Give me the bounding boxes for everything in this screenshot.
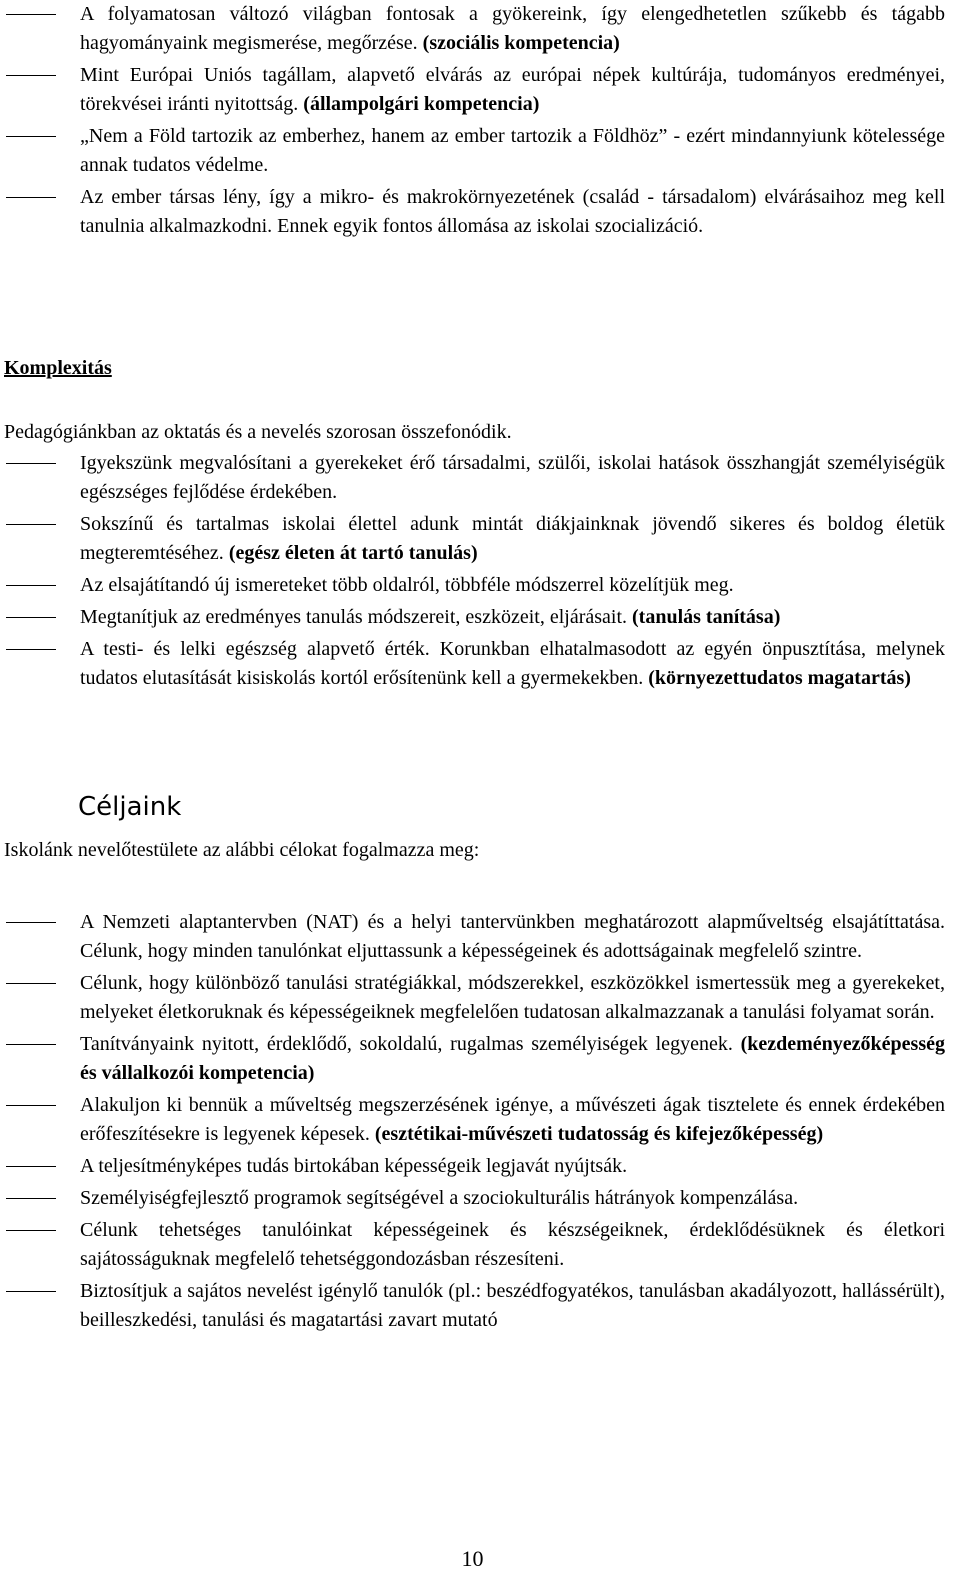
item-text: Alakuljon ki bennük a műveltség megszerzésének igénye, a művészeti ágak tisztelete és ennek érdekében erőfeszítésekre is legyenek képesek. — [80, 1094, 945, 1145]
list-item — [0, 908, 960, 966]
item-text: Az ember társas lény, így a mikro- és makrokörnyezetének (család - társadalom) elvárásaihoz meg kell tanulnia alkalmazkodni. Ennek egyik fontos állomása az iskolai szocializáció. — [80, 186, 945, 237]
dash-bullet-icon — [6, 1166, 56, 1167]
dash-bullet-icon — [6, 524, 56, 525]
list-item — [0, 603, 960, 632]
item-competency: (környezettudatos magatartás) — [648, 667, 911, 689]
list-item — [0, 571, 960, 600]
list-item — [0, 969, 960, 1027]
list-item — [0, 61, 960, 119]
komplexitas-intro: Pedagógiánkban az oktatás és a nevelés szorosan összefonódik. — [4, 421, 512, 443]
page-number: 10 — [461, 1546, 484, 1571]
list-item — [0, 183, 960, 241]
dash-bullet-icon — [6, 1105, 56, 1106]
list-item — [0, 449, 960, 507]
item-text: Tanítványaink nyitott, érdeklődő, sokoldalú, rugalmas személyiségek legyenek. — [80, 1033, 741, 1055]
item-competency: (esztétikai-művészeti tudatosság és kifejezőképesség) — [374, 1123, 824, 1145]
bullet-list-complexity — [0, 449, 960, 696]
dash-bullet-icon — [6, 1044, 56, 1045]
item-competency: (egész életen át tartó tanulás) — [228, 542, 478, 564]
bullet-list-goals — [0, 908, 960, 1338]
item-competency: (kezdeményezőképesség és vállalkozói kompetencia) — [80, 1033, 945, 1084]
dash-bullet-icon — [6, 649, 56, 650]
item-text: A teljesítményképes tudás birtokában képességeik legjavát nyújtsák. — [80, 1155, 628, 1177]
list-item — [0, 1184, 960, 1213]
list-item — [0, 122, 960, 180]
komplexitas-heading: Komplexitás — [4, 357, 112, 379]
item-competency: (szociális kompetencia) — [422, 32, 620, 54]
item-competency: (állampolgári kompetencia) — [303, 93, 540, 115]
list-item — [0, 0, 960, 58]
celjaink-heading: Céljaink — [78, 792, 182, 822]
dash-bullet-icon — [6, 197, 56, 198]
dash-bullet-icon — [6, 75, 56, 76]
dash-bullet-icon — [6, 463, 56, 464]
dash-bullet-icon — [6, 14, 56, 15]
dash-bullet-icon — [6, 983, 56, 984]
item-text: Sokszínű és tartalmas iskolai élettel adunk mintát diákjainknak jövendő sikeres és boldog életük megteremtéséhez. — [80, 513, 945, 564]
bullet-list-values — [0, 0, 960, 244]
dash-bullet-icon — [6, 585, 56, 586]
dash-bullet-icon — [6, 1230, 56, 1231]
dash-bullet-icon — [6, 922, 56, 923]
dash-bullet-icon — [6, 136, 56, 137]
item-text: A testi- és lelki egészség alapvető érték. Korunkban elhatalmasodott az egyén önpusztítása, melynek tudatos elutasítását kisiskolás kortól erősítenünk kell a gyermekekben. — [80, 638, 945, 689]
item-text: Célunk, hogy különböző tanulási stratégiákkal, módszerekkel, eszközökkel ismertessük meg a gyerekeket, melyeket életkoruknak és képességeiknek megfelelően tudatosan alkalmazzanak a tanulási folyamat során. — [80, 972, 945, 1023]
celjaink-intro: Iskolánk nevelőtestülete az alábbi célokat fogalmazza meg: — [4, 839, 480, 861]
dash-bullet-icon — [6, 1291, 56, 1292]
list-item — [0, 1030, 960, 1088]
item-text: Az elsajátítandó új ismereteket több oldalról, többféle módszerrel közelítjük meg. — [80, 574, 734, 596]
item-text: Személyiségfejlesztő programok segítségével a szociokulturális hátrányok kompenzálása. — [80, 1187, 799, 1209]
list-item — [0, 635, 960, 693]
list-item — [0, 1152, 960, 1181]
list-item — [0, 1091, 960, 1149]
item-text: Igyekszünk megvalósítani a gyerekeket érő társadalmi, szülői, iskolai hatások összhangját személyiségük egészséges fejlődése érdekében. — [80, 452, 945, 503]
item-text: „Nem a Föld tartozik az emberhez, hanem az ember tartozik a Földhöz” - ezért mindannyiunk kötelessége annak tudatos védelme. — [80, 125, 945, 176]
item-text: Biztosítjuk a sajátos nevelést igénylő tanulók (pl.: beszédfogyatékos, tanulásban akadályozott, hallássérült), beilleszkedési, tanulási és magatartási zavart mutató — [80, 1280, 945, 1331]
item-text: A Nemzeti alaptantervben (NAT) és a helyi tantervünkben meghatározott alapműveltség elsajátíttatása. Célunk, hogy minden tanulónkat eljuttassunk a képességeinek és adottságainak megfelelő szintre. — [80, 911, 945, 962]
dash-bullet-icon — [6, 1198, 56, 1199]
list-item — [0, 1277, 960, 1335]
item-competency: (tanulás tanítása) — [632, 606, 781, 628]
item-text: A folyamatosan változó világban fontosak a gyökereink, így elengedhetetlen szűkebb és tágabb hagyományaink megismerése, megőrzése. — [80, 3, 945, 54]
item-text: Célunk tehetséges tanulóinkat képességeinek és készségeiknek, érdeklődésüknek és életkori sajátosságuknak megfelelő tehetséggondozásban részesíteni. — [80, 1219, 945, 1270]
list-item — [0, 510, 960, 568]
item-text: Mint Európai Uniós tagállam, alapvető elvárás az európai népek kultúrája, tudományos eredményei, törekvései iránti nyitottság. — [80, 64, 945, 115]
item-text: Megtanítjuk az eredményes tanulás módszereit, eszközeit, eljárásait. — [80, 606, 633, 628]
list-item — [0, 1216, 960, 1274]
dash-bullet-icon — [6, 617, 56, 618]
